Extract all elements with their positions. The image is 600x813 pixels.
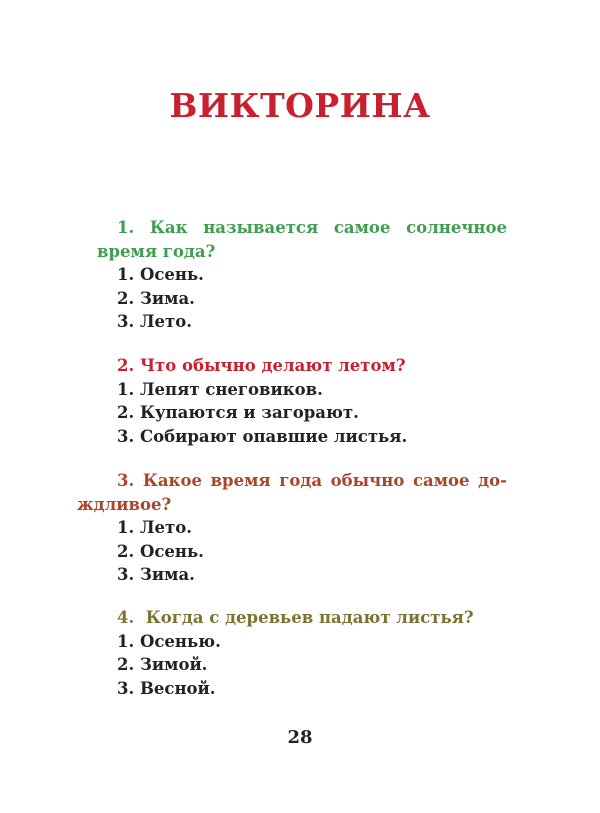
answer-option: 1. Лето. bbox=[117, 518, 193, 537]
question-3 bbox=[77, 469, 507, 587]
answer-option: 2. Купаются и загорают. bbox=[117, 403, 359, 422]
question-text: 1. Как называется самое солнечное время года? bbox=[97, 218, 507, 261]
answer-option: 3. Лето. bbox=[117, 312, 193, 331]
question-text: 3. Какое время года обычно самое до- ждливое? bbox=[77, 471, 507, 514]
answer-option: 2. Осень. bbox=[117, 541, 204, 561]
page-number: 28 bbox=[287, 727, 313, 748]
answer-option: 1. Лепят снеговиков. bbox=[117, 379, 323, 399]
answer-option: 1. Осенью. bbox=[117, 631, 221, 651]
question-4 bbox=[97, 606, 507, 700]
answer-option: 1. Осень. bbox=[117, 265, 204, 284]
answer-option: 2. Зима. bbox=[117, 288, 195, 308]
answer-option: 3. Весной. bbox=[117, 678, 216, 698]
answer-option: 2. Зимой. bbox=[117, 655, 208, 674]
answer-option: 3. Зима. bbox=[117, 565, 195, 584]
question-2 bbox=[97, 354, 507, 448]
answer-option: 3. Собирают опавшие листья. bbox=[117, 426, 408, 446]
question-1 bbox=[97, 216, 507, 334]
question-text: 4. Когда с деревьев падают листья? bbox=[117, 608, 474, 627]
question-text: 2. Что обычно делают летом? bbox=[117, 356, 406, 375]
page-title: ВИКТОРИНА bbox=[169, 86, 431, 125]
